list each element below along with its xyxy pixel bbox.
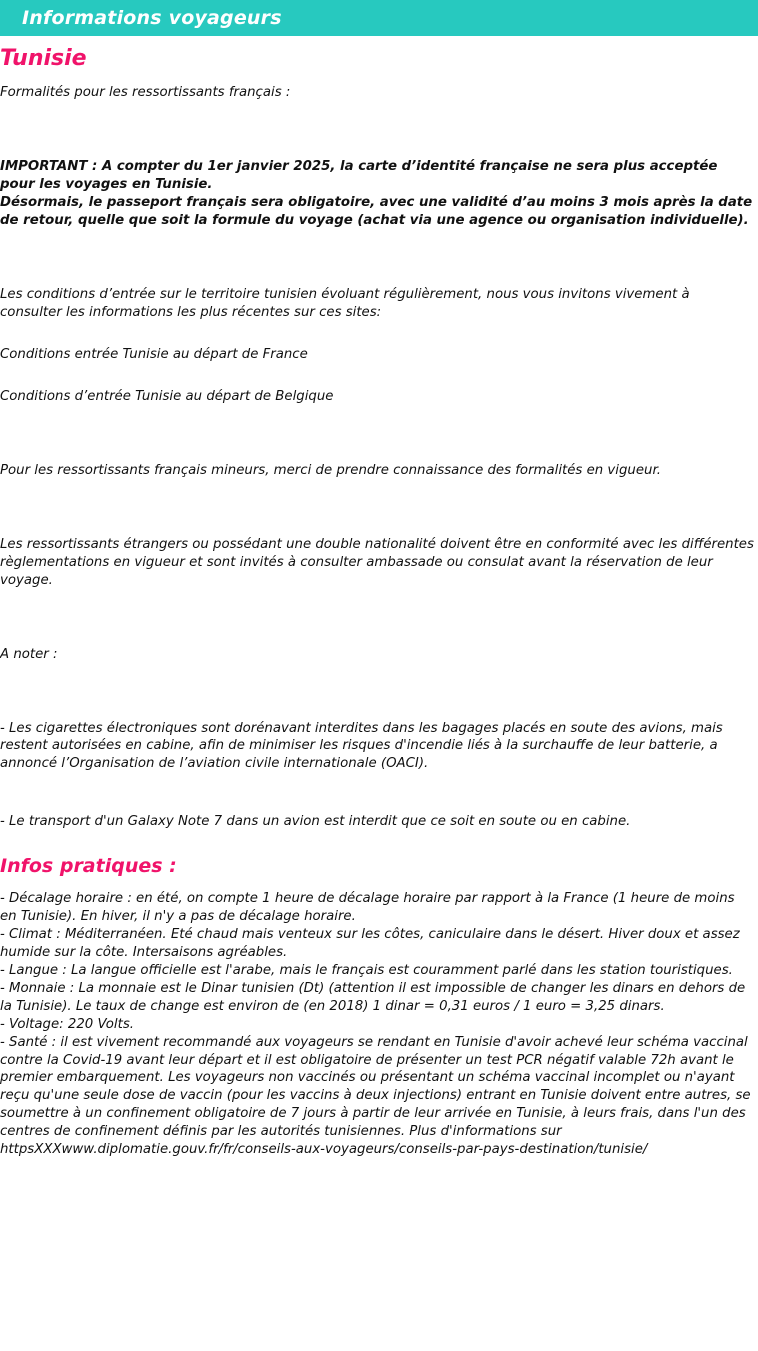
- spacer: [0, 72, 754, 84]
- spacer: [0, 102, 754, 158]
- practical-info-list: [0, 890, 754, 1159]
- note-galaxy-note7: - Le transport d'un Galaxy Note 7 dans un avion est interdit que ce soit en soute ou en cabine.: [0, 814, 631, 830]
- foreign-nationals-notice: Les ressortissants étrangers ou possédant une double nationalité doivent être en conformité avec les différentes règlementations en vigueur et sont invités à consulter ambassade ou consulat avant la réservation de leur voyage.: [0, 536, 754, 588]
- entry-conditions-intro: Les conditions d’entrée sur le territoire tunisien évoluant régulièrement, nous vous invitons vivement à consulter les informations les plus récentes sur ces sites:: [0, 287, 690, 321]
- practical-item-voltage: - Voltage: 220 Volts.: [0, 1016, 134, 1032]
- spacer: [0, 773, 754, 813]
- practical-info-heading: Infos pratiques :: [0, 855, 177, 878]
- spacer: [0, 664, 754, 720]
- note-ecigarettes: - Les cigarettes électroniques sont dorénavant interdites dans les bagages placés en soute des avions, mais restent autorisées en cabine, afin de minimiser les risques d'incendie liés à la surchauffe de leur batterie, a annoncé l’Organisation de l’aviation civile internationale (OACI).: [0, 720, 723, 772]
- formalities-intro: Formalités pour les ressortissants français :: [0, 85, 291, 101]
- notes-label: A noter :: [0, 646, 58, 662]
- document-content: [0, 46, 758, 1159]
- spacer: [0, 322, 754, 346]
- practical-item-health: - Santé : il est vivement recommandé aux voyageurs se rendant en Tunisie d'avoir achevé leur schéma vaccinal contre la Covid-19 avant leur départ et il est obligatoire de présenter un test PCR négatif valable 72h avant le premier embarquement. Les voyageurs non vaccinés ou présentant un schéma vaccinal incomplet ou n'ayant reçu qu'une seule dose de vaccin (pour les vaccins à deux injections) entrant en Tunisie doivent entre autres, se soumettre à un confinement obligatoire de 7 jours à partir de leur arrivée en Tunisie, à leurs frais, dans l'un des centres de confinement définis par les autorités tunisiennes. Plus d'informations sur httpsXXXwww.diplomatie.gouv.fr/fr/conseils-aux-voyageurs/conseils-par-pays-destination/tunisie/: [0, 1034, 751, 1158]
- spacer: [0, 230, 754, 286]
- spacer: [0, 590, 754, 646]
- practical-item-language: - Langue : La langue officielle est l'arabe, mais le français est couramment parlé dans les station touristiques.: [0, 962, 733, 978]
- spacer: [0, 406, 754, 462]
- practical-item-time-difference: - Décalage horaire : en été, on compte 1 heure de décalage horaire par rapport à la France (1 heure de moins en Tunisie). En hiver, il n'y a pas de décalage horaire.: [0, 891, 735, 924]
- practical-item-currency: - Monnaie : La monnaie est le Dinar tunisien (Dt) (attention il est impossible de changer les dinars en dehors de la Tunisie). Le taux de change est environ de (en 2018) 1 dinar = 0,31 euros / 1 euro = 3,25 dinars.: [0, 980, 746, 1014]
- page-title: Informations voyageurs: [22, 7, 282, 29]
- minors-formalities: Pour les ressortissants français mineurs, merci de prendre connaissance des formalités en vigueur.: [0, 462, 661, 478]
- country-heading: Tunisie: [0, 46, 87, 71]
- link-conditions-france[interactable]: Conditions entrée Tunisie au départ de France: [0, 346, 308, 362]
- link-conditions-belgique[interactable]: Conditions d’entrée Tunisie au départ de Belgique: [0, 388, 334, 404]
- page-header: [0, 0, 758, 36]
- spacer: [0, 831, 754, 855]
- spacer: [0, 364, 754, 388]
- spacer: [0, 878, 754, 890]
- important-notice-line1: IMPORTANT : A compter du 1er janvier 2025, la carte d’identité française ne sera plus acceptée pour les voyages en Tunisie.: [0, 159, 718, 193]
- important-notice-line2: Désormais, le passeport français sera obligatoire, avec une validité d’au moins 3 mois après la date de retour, quelle que soit la formule du voyage (achat via une agence ou organisation individuelle).: [0, 195, 753, 229]
- practical-item-climate: - Climat : Méditerranéen. Eté chaud mais venteux sur les côtes, caniculaire dans le désert. Hiver doux et assez humide sur la côte. Intersaisons agréables.: [0, 926, 740, 960]
- spacer: [0, 480, 754, 536]
